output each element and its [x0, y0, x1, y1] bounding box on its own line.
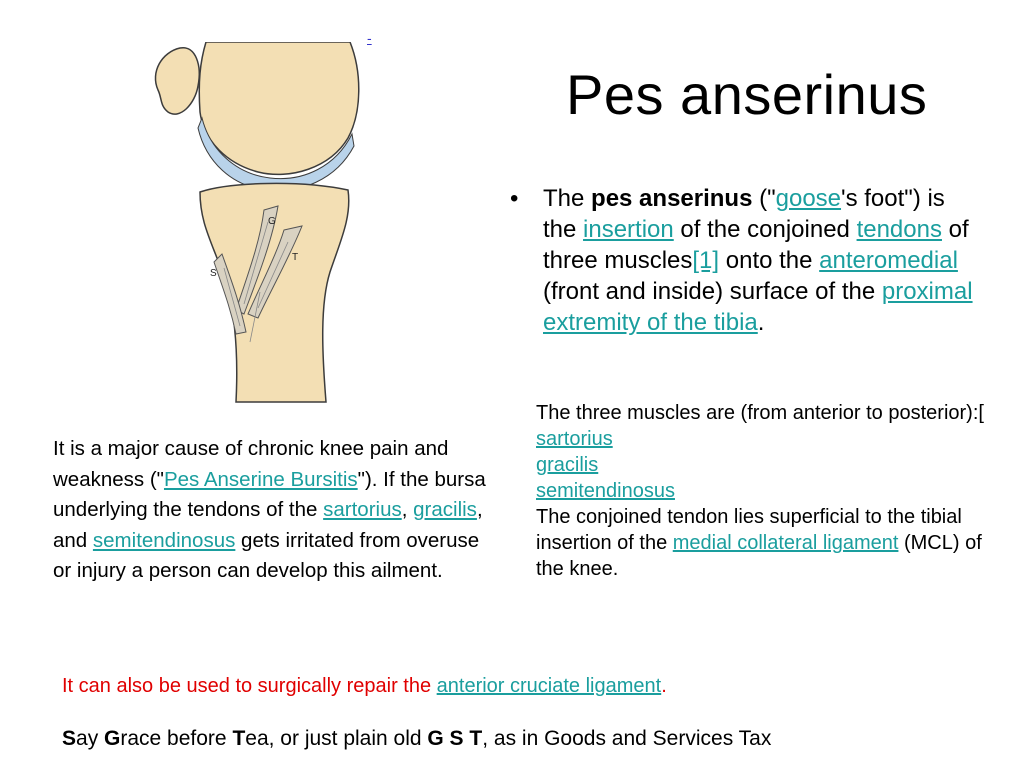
- bullet-symbol: •: [510, 185, 519, 212]
- bold-letter: S: [62, 727, 77, 750]
- link-gracilis[interactable]: gracilis: [413, 498, 477, 521]
- knee-anatomy-illustration: [140, 42, 380, 422]
- text-run: The conjoined tendon lies superficial to the tibial insertion of the: [536, 506, 962, 554]
- text-run: .: [661, 675, 667, 697]
- text-run: (front and inside) surface of the: [543, 278, 882, 305]
- text-run: 's foot") is the: [543, 185, 945, 243]
- figure-label-g: G: [268, 216, 276, 227]
- link-acl[interactable]: anterior cruciate ligament: [436, 675, 662, 697]
- text-run: of the conjoined: [673, 216, 857, 243]
- patella-shape: [155, 48, 199, 114]
- muscles-intro: The three muscles are (from anterior to posterior):[: [536, 402, 984, 424]
- link-goose[interactable]: goose: [775, 185, 842, 212]
- text-run: gets irritated from overuse or injury a person can develop this ailment.: [53, 528, 480, 582]
- text-run: ,: [401, 498, 414, 521]
- text-run: , and: [53, 498, 483, 552]
- acl-repair-note: [62, 675, 667, 698]
- top-link[interactable]: -: [367, 30, 372, 46]
- link-sartorius[interactable]: sartorius: [323, 498, 402, 521]
- link-insertion[interactable]: insertion: [583, 216, 674, 243]
- text-run: of three muscles: [543, 216, 969, 274]
- text-run: ay: [76, 727, 105, 750]
- link-proximal-tibia[interactable]: proximal extremity of the tibia: [543, 278, 973, 336]
- figure-label-s: S: [210, 268, 217, 279]
- muscles-list-block: [536, 400, 996, 582]
- text-run: (": [752, 185, 776, 212]
- slide-title: Pes anserinus: [566, 63, 928, 126]
- text-run: ea, or just plain old: [245, 727, 428, 750]
- text-run: The: [543, 185, 592, 212]
- bold-term: pes anserinus: [591, 185, 753, 212]
- text-run: "). If the bursa underlying the tendons of the: [53, 467, 486, 521]
- link-mcl[interactable]: medial collateral ligament: [672, 532, 899, 554]
- mnemonic-line: [62, 727, 771, 751]
- text-run: It can also be used to surgically repair the: [62, 675, 437, 697]
- muscle-item: [536, 452, 996, 478]
- conjoined-tendon-text: [536, 504, 996, 582]
- text-run: (MCL) of the knee.: [536, 532, 982, 580]
- bold-letter: G S T: [427, 727, 483, 750]
- link-pes-anserine-bursitis[interactable]: Pes Anserine Bursitis: [163, 467, 358, 491]
- muscle-item: [536, 478, 996, 504]
- link-semitendinosus[interactable]: semitendinosus: [92, 528, 236, 552]
- text-run: race before: [120, 727, 233, 750]
- bold-letter: G: [104, 727, 121, 750]
- definition-text: [543, 183, 983, 338]
- link-semitendinosus-list[interactable]: semitendinosus: [536, 480, 675, 502]
- text-run: onto the: [719, 247, 820, 274]
- link-anteromedial[interactable]: anteromedial: [819, 247, 958, 274]
- bursitis-paragraph: [53, 434, 503, 587]
- figure-label-t: T: [292, 252, 299, 263]
- femur-shape: [199, 42, 359, 174]
- link-reference-1[interactable]: [1]: [692, 247, 720, 274]
- link-sartorius-list[interactable]: sartorius: [536, 428, 613, 450]
- text-run: It is a major cause of chronic knee pain and weakness (": [53, 437, 449, 491]
- text-run: , as in Goods and Services Tax: [482, 727, 772, 750]
- link-gracilis-list[interactable]: gracilis: [536, 454, 599, 476]
- link-tendons[interactable]: tendons: [856, 216, 942, 243]
- text-run: .: [757, 309, 765, 336]
- bold-letter: T: [232, 727, 246, 750]
- muscle-item: [536, 426, 996, 452]
